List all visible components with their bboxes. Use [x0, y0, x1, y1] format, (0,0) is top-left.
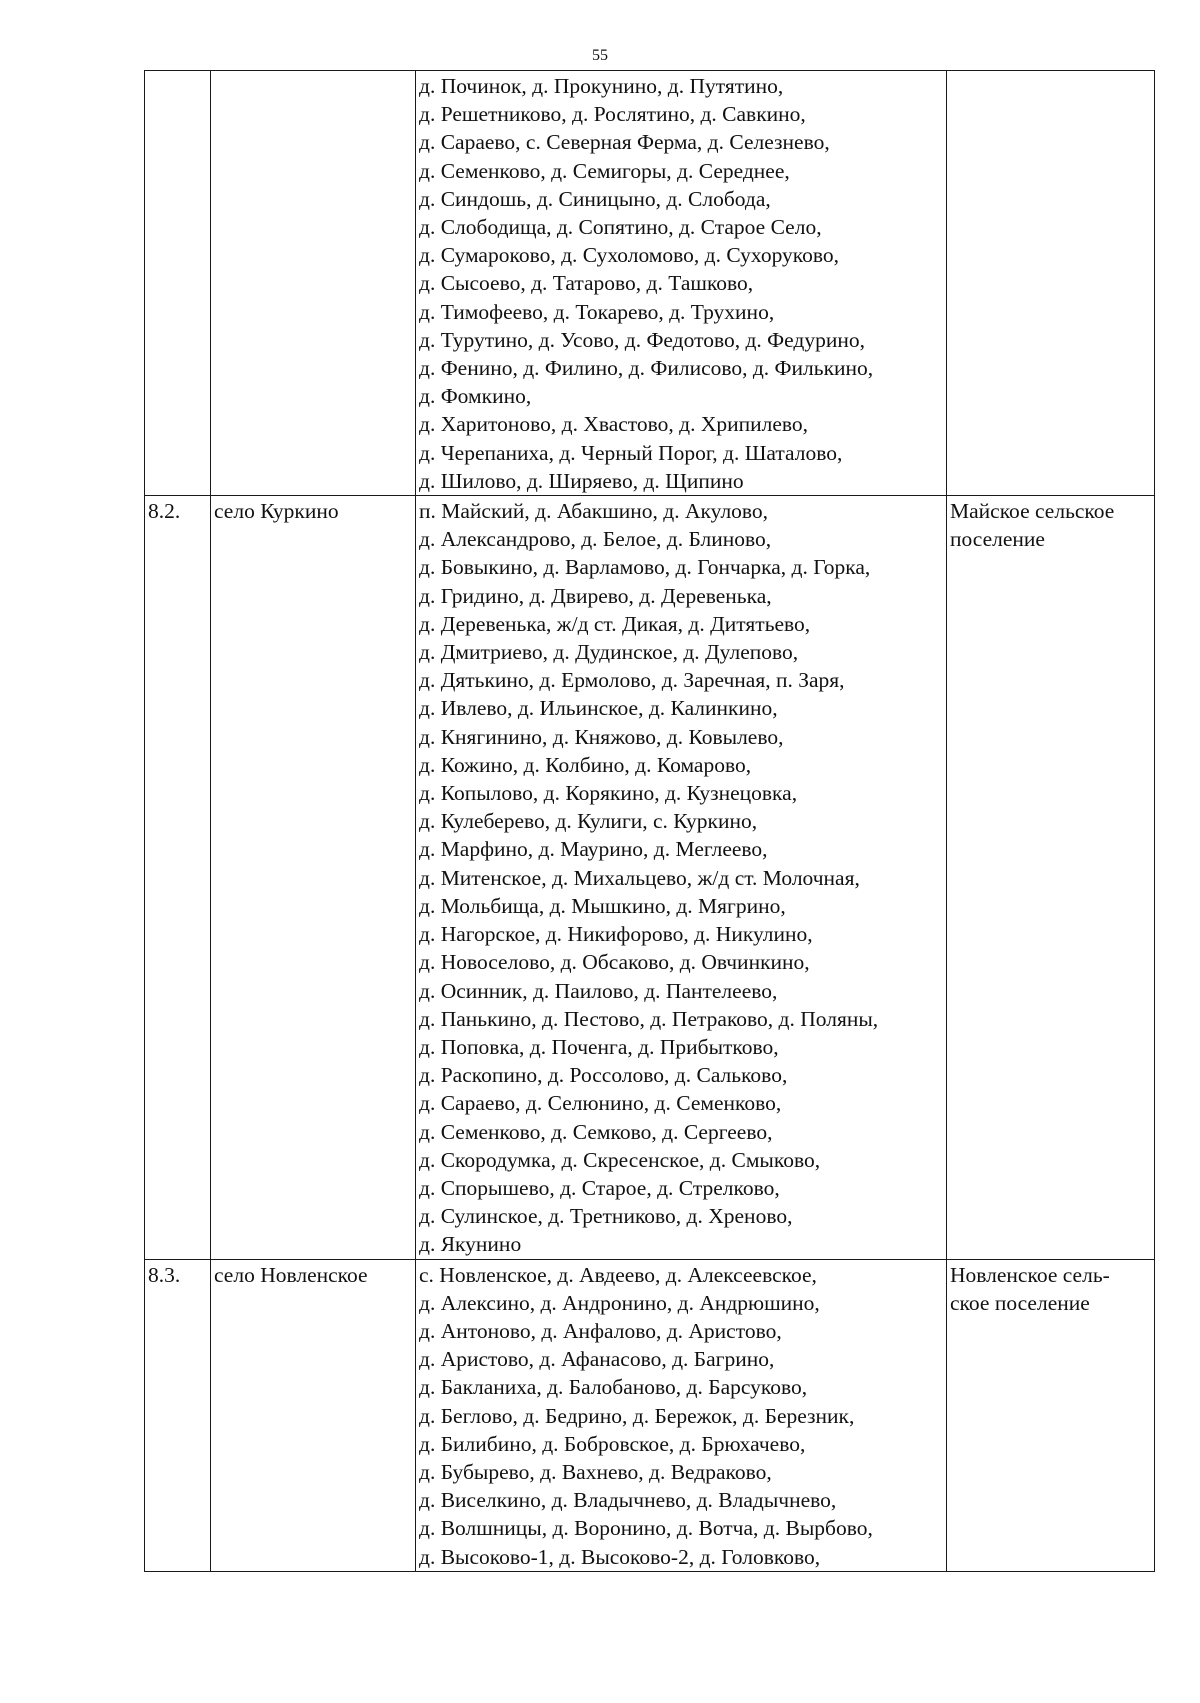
settlement-line: д. Ивлево, д. Ильинское, д. Калинкино, — [419, 696, 778, 721]
settlement-line: д. Алексино, д. Андронино, д. Андрюшино, — [419, 1290, 820, 1315]
settlement-line: д. Слободища, д. Сопятино, д. Старое Село, — [419, 215, 822, 240]
settlement-line: д. Черепаниха, д. Черный Порог, д. Шаталово, — [419, 440, 843, 465]
settlement-line: д. Сараево, с. Северная Ферма, д. Селезнево, — [419, 130, 830, 155]
settlement-line: д. Поповка, д. Поченга, д. Прибытково, — [419, 1034, 779, 1059]
settlements-cell — [416, 496, 947, 1259]
settlement-line: д. Харитоново, д. Хвастово, д. Хрипилево, — [419, 412, 809, 437]
settlement-line: д. Кулеберево, д. Кулиги, с. Куркино, — [419, 809, 758, 834]
settlement-line: д. Митенское, д. Михальцево, ж/д ст. Молочная, — [419, 865, 860, 890]
settlement-line: д. Высоково-1, д. Высоково-2, д. Головково, — [419, 1544, 821, 1569]
municipality-line: ское поселение — [950, 1290, 1090, 1315]
settlements-cell — [416, 1259, 947, 1571]
row-number-cell: 8.2. — [145, 496, 211, 1259]
settlement-line: д. Семенково, д. Семково, д. Сергеево, — [419, 1119, 773, 1144]
settlement-line: д. Решетниково, д. Рослятино, д. Савкино, — [419, 102, 806, 127]
settlement-line: д. Билибино, д. Бобровское, д. Брюхачево, — [419, 1431, 806, 1456]
settlement-line: д. Бубырево, д. Вахнево, д. Ведраково, — [419, 1459, 772, 1484]
settlement-line: д. Тимофеево, д. Токарево, д. Трухино, — [419, 299, 775, 324]
settlement-line: д. Раскопино, д. Россолово, д. Сальково, — [419, 1063, 788, 1088]
settlement-line: д. Антоново, д. Анфалово, д. Аристово, — [419, 1318, 782, 1343]
settlement-line: д. Дмитриево, д. Дудинское, д. Дулепово, — [419, 640, 799, 665]
table-row — [145, 71, 1155, 496]
settlement-line: д. Якунино — [419, 1232, 522, 1257]
settlement-line: д. Осинник, д. Паилово, д. Пантелеево, — [419, 978, 778, 1003]
row-number-cell — [145, 71, 211, 496]
settlement-line: д. Виселкино, д. Владычнево, д. Владычнево, — [419, 1488, 837, 1513]
settlement-line: д. Александрово, д. Белое, д. Блиново, — [419, 527, 772, 552]
settlement-line: д. Княгинино, д. Княжово, д. Ковылево, — [419, 724, 784, 749]
page-number: 55 — [592, 47, 608, 64]
settlement-line: д. Сулинское, д. Третниково, д. Хреново, — [419, 1204, 793, 1229]
settlement-line: д. Фомкино, — [419, 384, 532, 409]
settlement-line: д. Спорышево, д. Старое, д. Стрелково, — [419, 1175, 780, 1200]
settlement-line: д. Мольбища, д. Мышкино, д. Мягрино, — [419, 893, 786, 918]
settlement-line: д. Скородумка, д. Скресенское, д. Смыково, — [419, 1147, 821, 1172]
municipality-cell — [947, 496, 1155, 1259]
settlement-line: д. Гридино, д. Двирево, д. Деревенька, — [419, 583, 772, 608]
settlement-line: д. Волшницы, д. Воронино, д. Вотча, д. Вырбово, — [419, 1516, 873, 1541]
settlement-line: д. Деревенька, ж/д ст. Дикая, д. Дитятьево, — [419, 611, 811, 636]
settlement-line: д. Сараево, д. Селюнино, д. Семенково, — [419, 1091, 782, 1116]
settlement-line: д. Новоселово, д. Обсаково, д. Овчинкино, — [419, 950, 810, 975]
settlement-line: д. Сумароково, д. Сухоломово, д. Сухоруково, — [419, 243, 840, 268]
administrative-center-cell — [211, 71, 416, 496]
settlements-cell — [416, 71, 947, 496]
settlement-line: с. Новленское, д. Авдеево, д. Алексеевское, — [419, 1262, 817, 1287]
settlement-line: п. Майский, д. Абакшино, д. Акулово, — [419, 499, 769, 524]
settlement-line: д. Бакланиха, д. Балобаново, д. Барсуково, — [419, 1375, 808, 1400]
settlement-line: д. Нагорское, д. Никифорово, д. Никулино, — [419, 922, 813, 947]
settlement-line: д. Фенино, д. Филино, д. Филисово, д. Филькино, — [419, 356, 874, 381]
settlement-line: д. Копылово, д. Корякино, д. Кузнецовка, — [419, 781, 798, 806]
settlement-line: д. Семенково, д. Семигоры, д. Середнее, — [419, 158, 790, 183]
settlement-line: д. Синдошь, д. Синицыно, д. Слобода, — [419, 186, 771, 211]
settlement-line: д. Марфино, д. Маурино, д. Меглеево, — [419, 837, 768, 862]
settlement-line: д. Кожино, д. Колбино, д. Комарово, — [419, 752, 752, 777]
settlement-line: д. Панькино, д. Пестово, д. Петраково, д. Поляны, — [419, 1006, 879, 1031]
settlement-line: д. Дятькино, д. Ермолово, д. Заречная, п. Заря, — [419, 668, 845, 693]
table-body — [145, 71, 1155, 1572]
administrative-center-cell: село Новленское — [211, 1259, 416, 1571]
settlement-line: д. Сысоево, д. Татарово, д. Ташково, — [419, 271, 754, 296]
settlement-line: д. Аристово, д. Афанасово, д. Багрино, — [419, 1347, 775, 1372]
municipality-cell — [947, 71, 1155, 496]
settlement-line: д. Починок, д. Прокунино, д. Путятино, — [419, 74, 784, 98]
municipality-line: Майское сельское — [950, 499, 1115, 524]
settlement-line: д. Беглово, д. Бедрино, д. Бережок, д. Березник, — [419, 1403, 855, 1428]
table-row — [145, 1259, 1155, 1571]
row-number-cell: 8.3. — [145, 1259, 211, 1571]
table-row — [145, 496, 1155, 1259]
settlement-line: д. Шилово, д. Ширяево, д. Щипино — [419, 468, 744, 493]
administrative-center-cell: село Куркино — [211, 496, 416, 1259]
settlements-table — [144, 70, 1155, 1572]
settlement-line: д. Турутино, д. Усово, д. Федотово, д. Федурино, — [419, 327, 865, 352]
municipality-line: Новленское сель- — [950, 1262, 1110, 1287]
settlement-line: д. Бовыкино, д. Варламово, д. Гончарка, д. Горка, — [419, 555, 871, 580]
municipality-cell — [947, 1259, 1155, 1571]
municipality-line: поселение — [950, 527, 1045, 552]
